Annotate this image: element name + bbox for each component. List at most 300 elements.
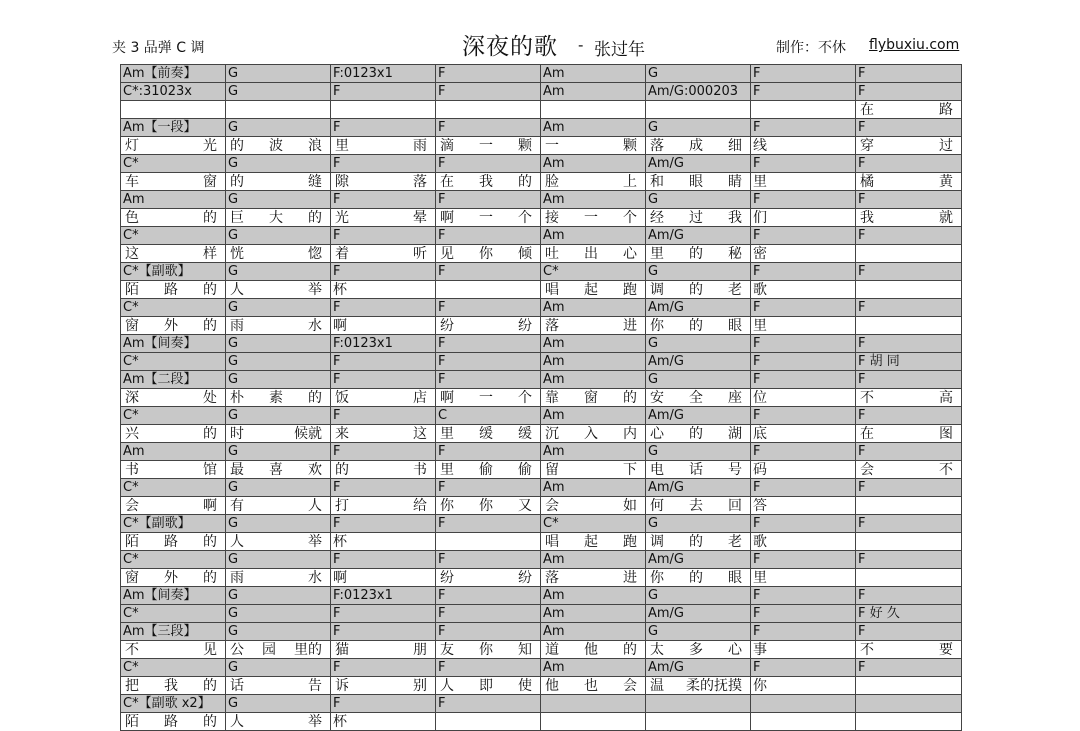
chord-cell: C* (121, 605, 226, 623)
lyric-row (121, 497, 962, 515)
chord-cell: Am/G (646, 605, 751, 623)
chord-cell: Am (541, 623, 646, 641)
lyric-cell (436, 281, 541, 299)
lyric-cell: 这 样 (121, 245, 226, 263)
chord-cell: F (751, 227, 856, 245)
chord-cell: G (646, 191, 751, 209)
chord-cell: F (436, 83, 541, 101)
lyric-cell: 诉 别 (331, 677, 436, 695)
chord-cell: Am (541, 299, 646, 317)
lyric-cell: 接 一 个 (541, 209, 646, 227)
lyric-cell (751, 713, 856, 731)
chord-cell: G (646, 65, 751, 83)
chord-cell: F (751, 191, 856, 209)
chord-cell: F (331, 443, 436, 461)
chord-cell: Am (541, 119, 646, 137)
chord-cell: Am (541, 371, 646, 389)
lyric-cell: 经 过 我 (646, 209, 751, 227)
chord-cell: Am (541, 155, 646, 173)
chord-row (121, 659, 962, 677)
chord-cell: F (331, 263, 436, 281)
chord-cell: F (436, 155, 541, 173)
chord-cell: G (226, 695, 331, 713)
lyric-cell (436, 101, 541, 119)
chord-cell: F (436, 659, 541, 677)
lyric-cell: 唱 起 跑 (541, 281, 646, 299)
lyric-cell: 有 人 (226, 497, 331, 515)
lyric-cell: 来 这 (331, 425, 436, 443)
chord-row (121, 227, 962, 245)
chord-cell: F (856, 479, 962, 497)
lyric-row (121, 533, 962, 551)
lyric-cell (856, 713, 962, 731)
chord-cell: F (436, 515, 541, 533)
lyric-cell: 道 他 的 (541, 641, 646, 659)
chord-cell: Am (541, 83, 646, 101)
lyric-cell: 时 候就 (226, 425, 331, 443)
chord-cell: F (856, 227, 962, 245)
lyric-cell: 调 的 老 (646, 281, 751, 299)
chord-row (121, 479, 962, 497)
lyric-cell: 雨 水 (226, 569, 331, 587)
chord-cell: F (751, 623, 856, 641)
chord-cell: G (226, 65, 331, 83)
chord-cell: G (226, 263, 331, 281)
capo-note: 夹 3 品弹 C 调 (112, 40, 205, 56)
chord-cell: G (226, 623, 331, 641)
lyric-cell: 他 也 会 (541, 677, 646, 695)
lyric-cell: 里 缓 缓 (436, 425, 541, 443)
chord-cell: G (226, 407, 331, 425)
lyric-row (121, 569, 962, 587)
lyric-cell: 密 (751, 245, 856, 263)
chord-cell: F (751, 335, 856, 353)
chord-cell: Am/G (646, 299, 751, 317)
chord-cell: F (331, 353, 436, 371)
chord-cell: F (331, 119, 436, 137)
chord-row (121, 263, 962, 281)
chord-row (121, 299, 962, 317)
chord-cell: F (856, 299, 962, 317)
lyric-cell (646, 713, 751, 731)
chord-cell: F (751, 551, 856, 569)
lyric-cell (541, 713, 646, 731)
lyric-cell: 你 的 眼 (646, 569, 751, 587)
lyric-cell: 里 的 秘 (646, 245, 751, 263)
lyric-cell: 答 (751, 497, 856, 515)
lyric-row (121, 317, 962, 335)
chord-cell: G (226, 191, 331, 209)
chord-cell: G (226, 479, 331, 497)
chord-cell: F (751, 155, 856, 173)
lyric-cell: 太 多 心 (646, 641, 751, 659)
chord-cell: Am (541, 659, 646, 677)
chord-cell: F (856, 515, 962, 533)
lyric-cell: 书 馆 (121, 461, 226, 479)
chord-cell: F (751, 479, 856, 497)
chord-cell: F (436, 227, 541, 245)
chord-cell: F (436, 587, 541, 605)
lyric-cell: 饭 店 (331, 389, 436, 407)
chord-cell: F (331, 371, 436, 389)
lyric-cell: 不 要 (856, 641, 962, 659)
chord-cell: G (226, 515, 331, 533)
lyric-cell: 唱 起 跑 (541, 533, 646, 551)
chord-cell: F:0123x1 (331, 587, 436, 605)
chord-row (121, 155, 962, 173)
lyric-cell: 灯 光 (121, 137, 226, 155)
lyric-cell (436, 713, 541, 731)
chord-cell: F:0123x1 (331, 335, 436, 353)
chord-row (121, 623, 962, 641)
lyric-cell: 啊 (331, 317, 436, 335)
chord-cell: G (226, 587, 331, 605)
lyric-cell: 和 眼 睛 (646, 173, 751, 191)
chord-cell: F (856, 263, 962, 281)
chord-cell: F (856, 65, 962, 83)
chord-cell: Am【三段】 (121, 623, 226, 641)
chord-cell: C* (121, 299, 226, 317)
chord-cell: F (436, 353, 541, 371)
chord-cell: Am/G (646, 479, 751, 497)
chord-cell: F (331, 191, 436, 209)
lyric-cell: 里 雨 (331, 137, 436, 155)
chord-row (121, 335, 962, 353)
lyric-row (121, 281, 962, 299)
lyric-cell: 在 我 的 (436, 173, 541, 191)
chord-row (121, 407, 962, 425)
lyric-cell: 猫 朋 (331, 641, 436, 659)
chord-cell: F (331, 623, 436, 641)
chord-row (121, 695, 962, 713)
lyric-cell: 落 成 细 (646, 137, 751, 155)
sheet-header (0, 0, 1080, 62)
lyric-cell: 码 (751, 461, 856, 479)
chord-cell (856, 695, 962, 713)
lyric-cell: 在 图 (856, 425, 962, 443)
chord-cell: F (331, 83, 436, 101)
lyric-cell (856, 569, 962, 587)
lyric-cell: 陌 路 的 (121, 713, 226, 731)
chord-cell: Am (121, 191, 226, 209)
lyric-cell: 你 你 又 (436, 497, 541, 515)
chord-cell: F (436, 551, 541, 569)
chord-cell: G (646, 623, 751, 641)
lyric-cell: 的 书 (331, 461, 436, 479)
lyric-cell: 兴 的 (121, 425, 226, 443)
chord-cell: F (751, 407, 856, 425)
lyric-cell: 隙 落 (331, 173, 436, 191)
lyric-cell: 雨 水 (226, 317, 331, 335)
chord-cell: G (646, 587, 751, 605)
lyric-cell: 里 (751, 173, 856, 191)
chord-cell: F (856, 371, 962, 389)
chord-cell: F (856, 587, 962, 605)
chord-cell: F (331, 659, 436, 677)
lyric-row (121, 137, 962, 155)
lyric-row (121, 209, 962, 227)
lyric-cell: 们 (751, 209, 856, 227)
chord-row (121, 551, 962, 569)
chord-cell: C (436, 407, 541, 425)
chord-cell: G (226, 443, 331, 461)
lyric-cell: 光 晕 (331, 209, 436, 227)
chord-cell: Am/G (646, 659, 751, 677)
chord-row (121, 605, 962, 623)
chord-cell: C* (121, 479, 226, 497)
lyric-cell: 车 窗 (121, 173, 226, 191)
chord-cell: F (856, 407, 962, 425)
lyric-cell: 温 柔的抚摸 (646, 677, 751, 695)
chord-cell: Am【间奏】 (121, 587, 226, 605)
site-link[interactable]: flybuxiu.com (869, 37, 960, 53)
lyric-cell: 纷 纷 (436, 317, 541, 335)
lyric-cell: 电 话 号 (646, 461, 751, 479)
chord-cell: C* (121, 155, 226, 173)
chord-cell: Am (541, 587, 646, 605)
chord-cell: C*【副歌】 (121, 263, 226, 281)
chord-cell: F (331, 407, 436, 425)
chord-cell: G (226, 659, 331, 677)
lyric-cell: 纷 纷 (436, 569, 541, 587)
lyric-cell: 杯 (331, 281, 436, 299)
lyric-cell: 事 (751, 641, 856, 659)
lyric-cell: 见 你 倾 (436, 245, 541, 263)
lyric-cell: 里 (751, 569, 856, 587)
lyric-cell: 人 举 (226, 713, 331, 731)
chord-cell: C* (541, 515, 646, 533)
singer-name: 张过年 (594, 40, 645, 60)
lyric-cell: 位 (751, 389, 856, 407)
lyric-cell (856, 497, 962, 515)
chord-cell: F (331, 479, 436, 497)
lyric-cell: 啊 一 个 (436, 209, 541, 227)
lyric-row (121, 425, 962, 443)
chord-cell: F (436, 443, 541, 461)
chord-cell (751, 695, 856, 713)
chord-row (121, 587, 962, 605)
lyric-cell: 何 去 回 (646, 497, 751, 515)
chord-cell: C*【副歌】 (121, 515, 226, 533)
chord-cell: Am/G (646, 155, 751, 173)
chord-row (121, 83, 962, 101)
lyric-cell: 窗 外 的 (121, 317, 226, 335)
chord-cell: C* (541, 263, 646, 281)
lyric-cell: 话 告 (226, 677, 331, 695)
chord-cell: F (751, 515, 856, 533)
chord-cell: F 胡 同 (856, 353, 962, 371)
chord-cell: F (751, 65, 856, 83)
chord-cell: F (751, 299, 856, 317)
chord-cell: F (856, 551, 962, 569)
chord-cell: Am (541, 551, 646, 569)
lyric-cell: 啊 (331, 569, 436, 587)
chord-cell: Am (541, 443, 646, 461)
chord-cell: F (856, 119, 962, 137)
chord-cell: Am/G (646, 551, 751, 569)
chord-cell: F (331, 551, 436, 569)
lyric-row (121, 101, 962, 119)
lyric-cell: 一 颗 (541, 137, 646, 155)
chord-cell: F (436, 65, 541, 83)
lyric-row (121, 461, 962, 479)
lyric-cell: 人 即 使 (436, 677, 541, 695)
lyric-cell: 落 进 (541, 569, 646, 587)
lyric-cell (436, 533, 541, 551)
chord-cell: F (436, 335, 541, 353)
chord-cell: F (331, 695, 436, 713)
chord-cell: G (226, 371, 331, 389)
lyric-cell: 色 的 (121, 209, 226, 227)
lyric-cell: 你 的 眼 (646, 317, 751, 335)
chord-cell: C* (121, 353, 226, 371)
lyric-cell: 靠 窗 的 (541, 389, 646, 407)
maker-credit: 制作：不休 (776, 40, 846, 56)
chord-cell: F (436, 119, 541, 137)
chord-cell: F (751, 443, 856, 461)
lyric-row (121, 173, 962, 191)
chord-cell: G (646, 443, 751, 461)
lyric-cell: 会 啊 (121, 497, 226, 515)
lyric-cell (751, 101, 856, 119)
lyric-row (121, 713, 962, 731)
chord-row (121, 371, 962, 389)
chord-cell (646, 695, 751, 713)
chord-cell: F (856, 443, 962, 461)
chord-row (121, 65, 962, 83)
lyric-cell: 里 偷 偷 (436, 461, 541, 479)
lyric-cell: 朴 素 的 (226, 389, 331, 407)
lyric-cell: 穿 过 (856, 137, 962, 155)
chord-cell: F (751, 353, 856, 371)
chord-row (121, 191, 962, 209)
chord-row (121, 353, 962, 371)
chord-cell: G (226, 227, 331, 245)
lyric-cell: 线 (751, 137, 856, 155)
chord-cell: F (751, 83, 856, 101)
lyric-cell: 把 我 的 (121, 677, 226, 695)
lyric-cell: 的 波 浪 (226, 137, 331, 155)
chord-cell: F (436, 605, 541, 623)
lyric-cell: 人 举 (226, 533, 331, 551)
chord-cell: G (226, 335, 331, 353)
lyric-cell (121, 101, 226, 119)
lyric-row (121, 677, 962, 695)
lyric-cell: 恍 惚 (226, 245, 331, 263)
chord-cell: F (751, 119, 856, 137)
lyric-cell: 调 的 老 (646, 533, 751, 551)
lyric-cell: 心 的 湖 (646, 425, 751, 443)
chord-cell: F (856, 83, 962, 101)
chord-cell: Am (541, 605, 646, 623)
lyric-cell: 啊 一 个 (436, 389, 541, 407)
chord-cell: F (856, 191, 962, 209)
lyric-cell: 陌 路 的 (121, 533, 226, 551)
chord-cell: Am【前奏】 (121, 65, 226, 83)
title-separator: - (578, 36, 584, 54)
lyric-cell: 橘 黄 (856, 173, 962, 191)
chord-cell: Am (541, 335, 646, 353)
chord-cell: F (751, 371, 856, 389)
chord-cell: G (226, 605, 331, 623)
chord-cell: F (751, 659, 856, 677)
lyric-cell (856, 677, 962, 695)
lyric-cell (541, 101, 646, 119)
lyric-cell: 滴 一 颗 (436, 137, 541, 155)
lyric-cell: 脸 上 (541, 173, 646, 191)
lyric-cell: 打 给 (331, 497, 436, 515)
lyric-cell: 我 就 (856, 209, 962, 227)
chord-cell: F (751, 263, 856, 281)
chord-cell: G (226, 299, 331, 317)
lyric-cell: 落 进 (541, 317, 646, 335)
chord-cell: C* (121, 407, 226, 425)
lyric-cell: 陌 路 的 (121, 281, 226, 299)
lyric-cell: 里 (751, 317, 856, 335)
chord-cell: G (646, 263, 751, 281)
lyric-cell: 会 如 (541, 497, 646, 515)
chord-cell: G (226, 353, 331, 371)
lyric-cell: 杯 (331, 533, 436, 551)
chord-cell: F (856, 155, 962, 173)
chord-row (121, 119, 962, 137)
lyric-cell: 窗 外 的 (121, 569, 226, 587)
chord-cell: F (436, 299, 541, 317)
chord-cell: F (436, 623, 541, 641)
chord-cell: F (856, 335, 962, 353)
lyric-cell: 会 不 (856, 461, 962, 479)
chord-cell: Am (541, 65, 646, 83)
chord-cell: C* (121, 659, 226, 677)
lyric-cell: 吐 出 心 (541, 245, 646, 263)
lyric-cell: 你 (751, 677, 856, 695)
chord-cell: C* (121, 227, 226, 245)
chord-cell: Am/G:000203 (646, 83, 751, 101)
chord-cell: Am (541, 353, 646, 371)
lyric-row (121, 389, 962, 407)
chord-cell: F (331, 227, 436, 245)
chord-cell: F (436, 191, 541, 209)
lyric-cell (856, 317, 962, 335)
chord-cell: F (436, 371, 541, 389)
chord-cell: G (226, 551, 331, 569)
chord-cell (541, 695, 646, 713)
lyric-cell: 安 全 座 (646, 389, 751, 407)
chord-cell: C* (121, 551, 226, 569)
lyric-cell: 的 缝 (226, 173, 331, 191)
chord-cell: F (856, 659, 962, 677)
lyric-cell (226, 101, 331, 119)
lyric-cell: 留 下 (541, 461, 646, 479)
chord-cell: Am (121, 443, 226, 461)
lyric-cell: 最 喜 欢 (226, 461, 331, 479)
chord-cell: Am (541, 227, 646, 245)
chord-cell: C*【副歌 x2】 (121, 695, 226, 713)
lyric-cell (646, 101, 751, 119)
chord-row (121, 443, 962, 461)
lyric-cell: 歌 (751, 533, 856, 551)
chord-cell: F (436, 479, 541, 497)
chord-cell: Am【间奏】 (121, 335, 226, 353)
lyric-cell: 深 处 (121, 389, 226, 407)
chord-cell: F (331, 605, 436, 623)
lyric-cell: 着 听 (331, 245, 436, 263)
chord-sheet-table (120, 64, 962, 731)
lyric-cell: 杯 (331, 713, 436, 731)
chord-cell: Am (541, 191, 646, 209)
lyric-cell: 不 见 (121, 641, 226, 659)
lyric-cell: 巨 大 的 (226, 209, 331, 227)
